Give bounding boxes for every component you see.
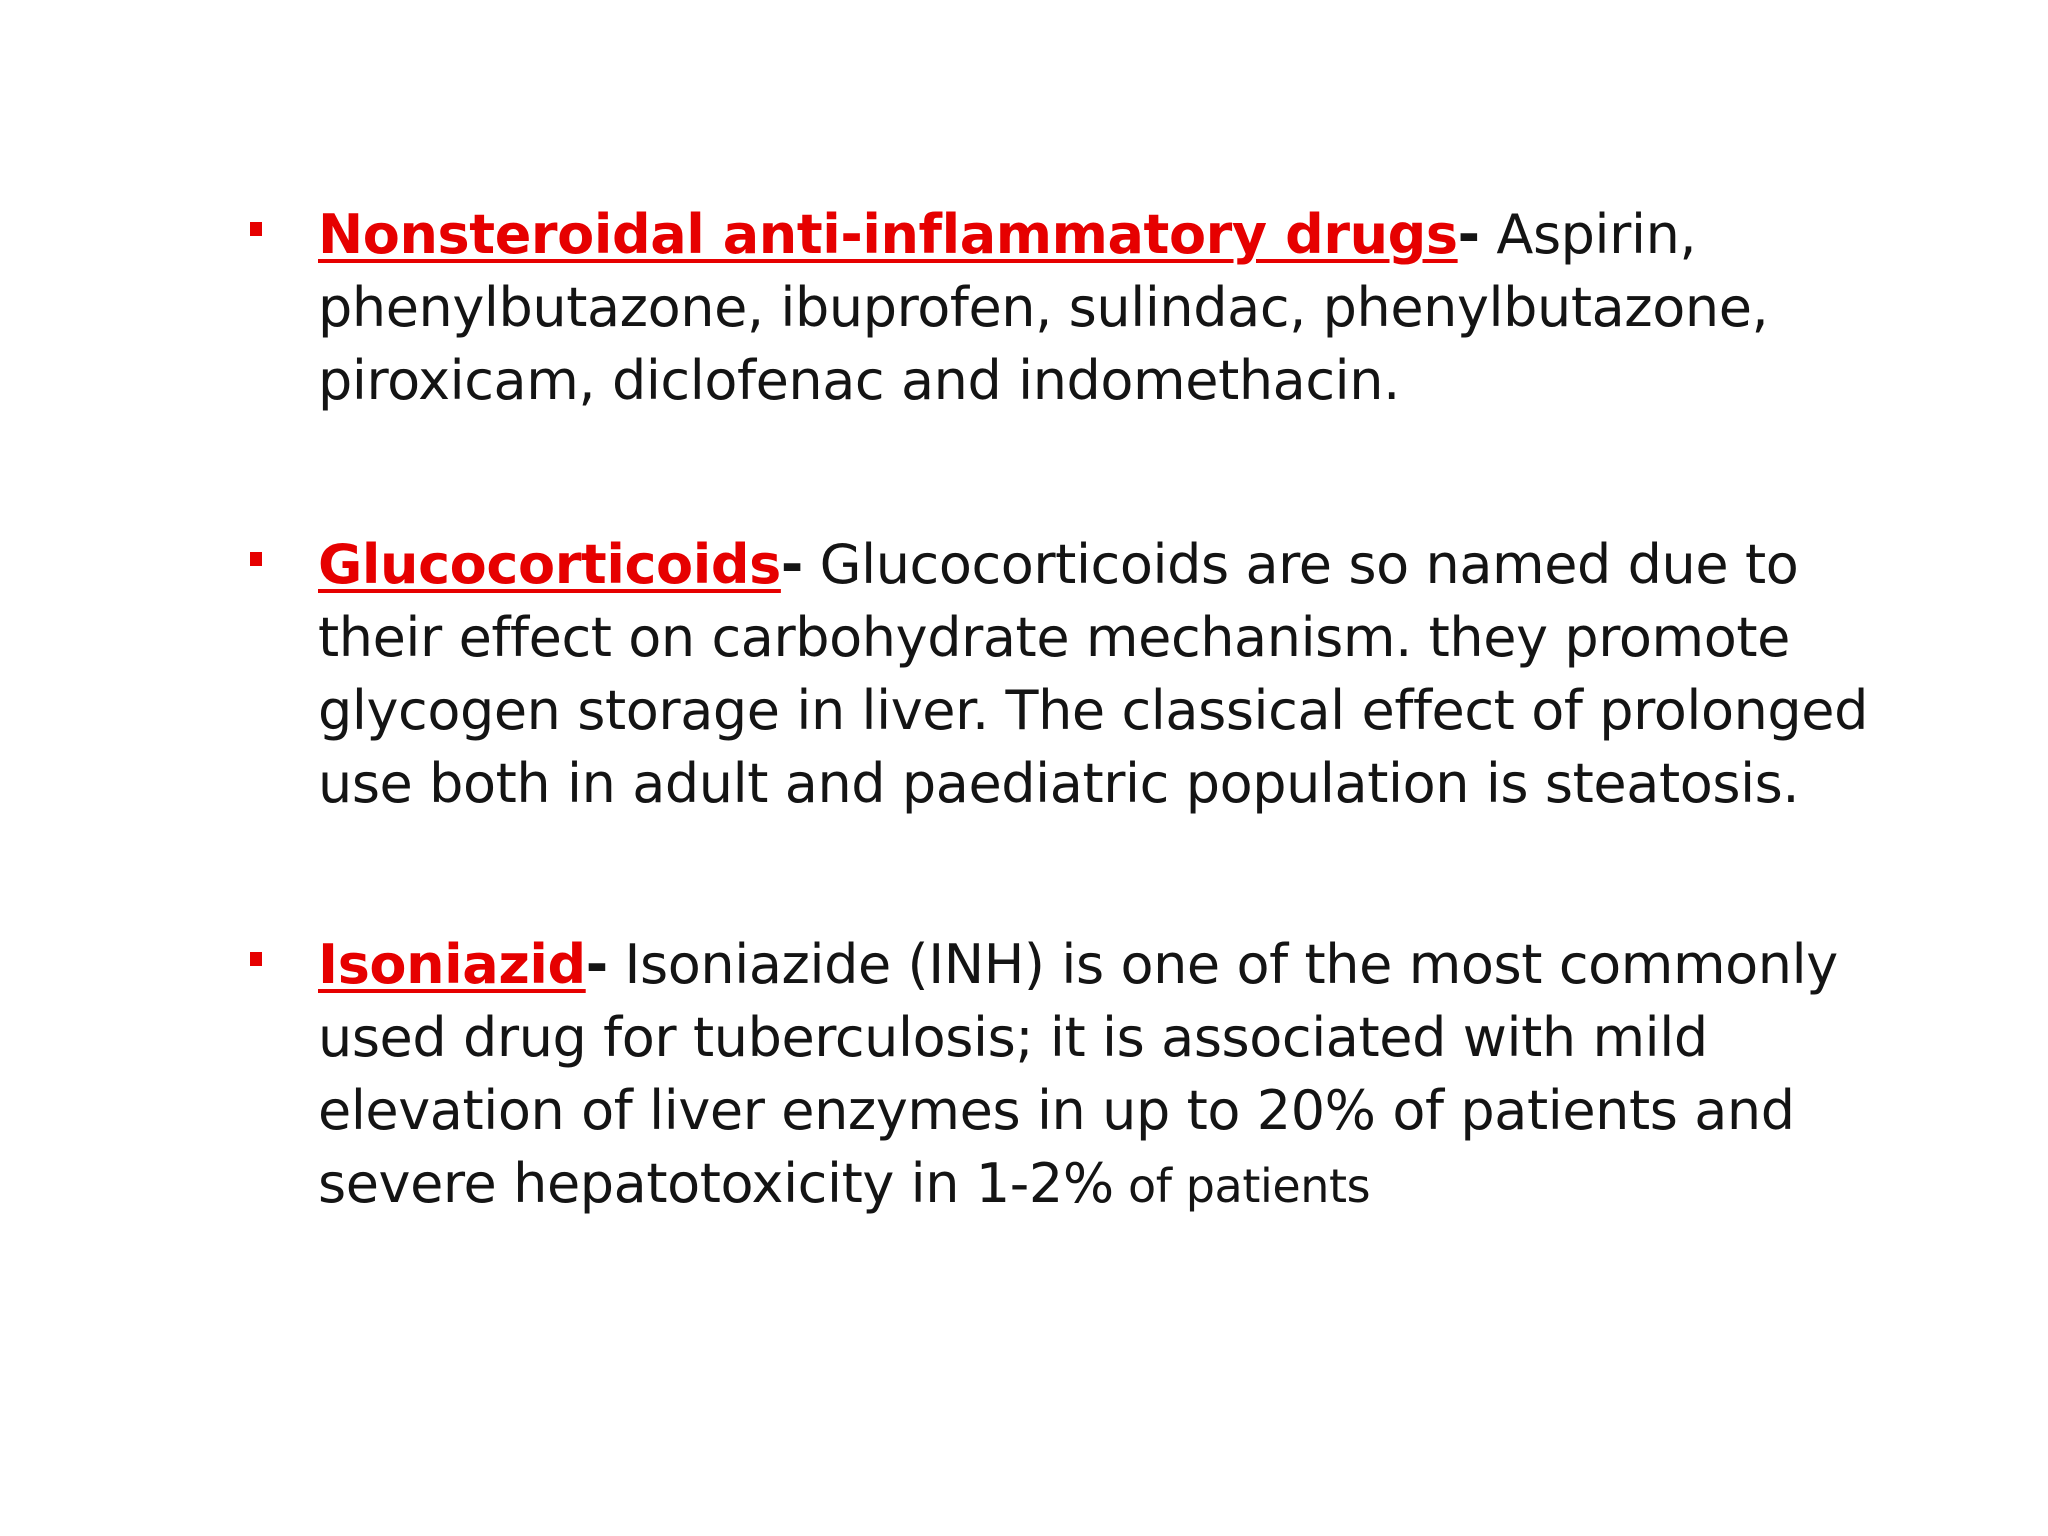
bullet-text: Aspirin, phenylbutazone, ibuprofen, sulindac, phenylbutazone, piroxicam, diclofenac and indomethacin.: [318, 203, 1769, 412]
bullet-text: Isoniazide (INH) is one of the most commonly used drug for tuberculosis; it is associated with mild elevation of liver enzymes in up to 20% of patients and severe hepatotoxicity in 1-2%: [318, 933, 1838, 1215]
square-bullet-icon: [250, 222, 262, 236]
bullet-item-isoniazid: [318, 928, 1938, 1223]
bullet-item-nsaids: [318, 198, 1938, 417]
bullet-text-small: of patients: [1113, 1159, 1371, 1213]
bullet-term: Nonsteroidal anti-inflammatory drugs: [318, 203, 1458, 266]
bullet-term: Glucocorticoids: [318, 533, 781, 596]
bullet-text: Glucocorticoids are so named due to their effect on carbohydrate mechanism. they promote glycogen storage in liver. The classical effect of prolonged use both in adult and paediatric population is steatosis.: [318, 533, 1868, 815]
bullet-separator: -: [780, 533, 803, 596]
square-bullet-icon: [250, 952, 262, 966]
bullet-separator: -: [585, 933, 608, 996]
square-bullet-icon: [250, 552, 262, 566]
bullet-separator: -: [1457, 203, 1480, 266]
bullet-item-glucocorticoids: [318, 528, 1938, 820]
bullet-term: Isoniazid: [318, 933, 586, 996]
